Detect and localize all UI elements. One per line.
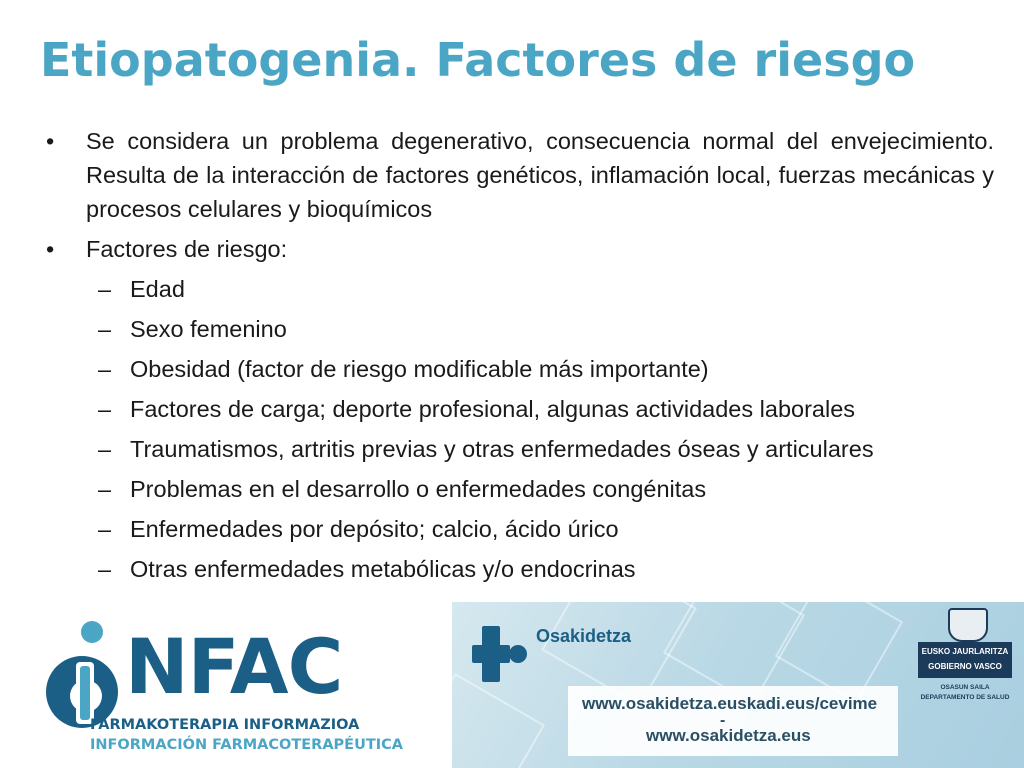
dash-marker: – <box>98 316 112 342</box>
risk-factor-text: Obesidad (factor de riesgo modificable más importante) <box>130 356 709 382</box>
shield-icon <box>948 608 988 642</box>
dept-line-eu: OSASUN SAILA <box>940 684 990 691</box>
bullet-item <box>46 124 994 226</box>
osakidetza-link[interactable]: www.osakidetza.eus <box>646 726 811 745</box>
dash-marker: – <box>98 516 112 542</box>
gov-name-box <box>918 642 1012 678</box>
risk-factor-item <box>46 472 994 506</box>
risk-factor-text: Enfermedades por depósito; calcio, ácido úrico <box>130 516 619 542</box>
url-box <box>568 686 898 756</box>
risk-factor-text: Traumatismos, artritis previas y otras enfermedades óseas y articulares <box>130 436 874 462</box>
bullet-marker: • <box>46 236 55 262</box>
gobierno-vasco-logo <box>918 608 1014 728</box>
gov-line-eu: EUSKO JAURLARITZA <box>921 647 1009 656</box>
dept-line-es: DEPARTAMENTO DE SALUD <box>920 694 1010 701</box>
dash-marker: – <box>98 476 112 502</box>
logo-subtitle-es: INFORMACIÓN FARMACOTERAPÉUTICA <box>90 737 404 753</box>
slide-title: Etiopatogenia. Factores de riesgo <box>40 33 916 87</box>
logo-word: NFAC <box>125 622 343 711</box>
decorative-hexagon <box>452 673 545 768</box>
risk-factor-item <box>46 432 994 466</box>
slide-content <box>46 124 994 586</box>
dash-marker: – <box>98 356 112 382</box>
dash-marker: – <box>98 436 112 462</box>
dash-marker: – <box>98 556 112 582</box>
risk-factor-text: Otras enfermedades metabólicas y/o endocrinas <box>130 556 636 582</box>
dash-marker: – <box>98 396 112 422</box>
bullet-text: Se considera un problema degenerativo, consecuencia normal del envejecimiento. Resulta de la interacción de factores genéticos, inflamación local, fuerzas mecánicas y procesos celulares y bioquímicos <box>86 128 994 222</box>
risk-factor-item <box>46 392 994 426</box>
risk-factor-item <box>46 352 994 386</box>
osakidetza-banner <box>452 602 1024 768</box>
bullet-item <box>46 232 994 266</box>
risk-factor-item <box>46 312 994 346</box>
osakidetza-cross-icon <box>472 626 528 682</box>
bullet-marker: • <box>46 128 55 154</box>
osakidetza-name: Osakidetza <box>536 626 632 646</box>
dash-marker: – <box>98 276 112 302</box>
risk-factor-item <box>46 272 994 306</box>
risk-factor-item <box>46 512 994 546</box>
risk-factor-item <box>46 552 994 586</box>
risk-factor-text: Factores de carga; deporte profesional, algunas actividades laborales <box>130 396 856 422</box>
infac-logo <box>0 602 452 768</box>
logo-subtitle-eu: FARMAKOTERAPIA INFORMAZIOA <box>90 717 360 733</box>
risk-factor-text: Sexo femenino <box>130 316 287 342</box>
cevime-link[interactable]: www.osakidetza.euskadi.eus/cevime <box>582 694 878 713</box>
risk-factor-text: Edad <box>130 276 185 302</box>
gov-line-es: GOBIERNO VASCO <box>928 662 1002 671</box>
url-separator: - <box>720 712 726 729</box>
bullet-text: Factores de riesgo: <box>86 236 288 262</box>
risk-factor-text: Problemas en el desarrollo o enfermedades congénitas <box>130 476 707 502</box>
